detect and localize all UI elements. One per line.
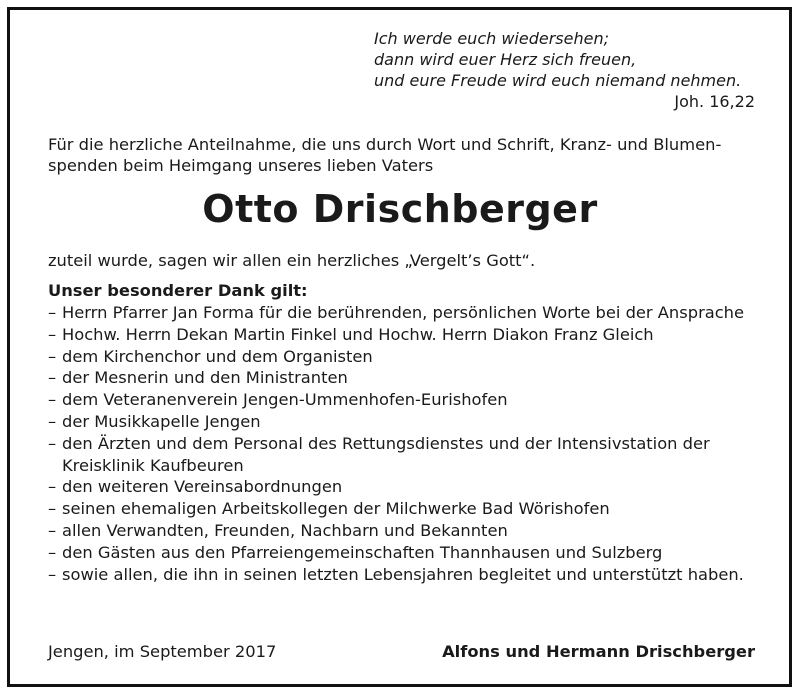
dash-bullet: – — [48, 346, 57, 366]
list-item — [48, 520, 760, 542]
list-item-text: dem Veteranenverein Jengen-Ummenhofen-Eurishofen — [62, 390, 508, 410]
list-item — [48, 498, 760, 520]
list-item-text: der Musikkapelle Jengen — [62, 411, 261, 431]
verse-line: und eure Freude wird euch niemand nehmen. — [374, 71, 742, 90]
dash-bullet: – — [48, 542, 57, 562]
list-item — [48, 476, 760, 498]
dash-bullet: – — [48, 411, 57, 431]
intro-line: spenden beim Heimgang unseres lieben Vaters — [48, 156, 434, 175]
verse-line: Ich werde euch wiedersehen; — [374, 29, 609, 48]
list-item — [48, 411, 760, 433]
dash-bullet: – — [48, 499, 57, 519]
verse-reference: Joh. 16,22 — [674, 92, 755, 111]
list-item-text: Herrn Pfarrer Jan Forma für die berührenden, persönlichen Worte bei der Ansprache — [62, 303, 745, 322]
dash-bullet: – — [48, 477, 57, 497]
list-item — [48, 564, 760, 586]
verse-line: dann wird euer Herz sich freuen, — [374, 50, 637, 69]
intro-line: Für die herzliche Anteilnahme, die uns durch Wort und Schrift, Kranz- und Blumen- — [48, 135, 722, 154]
special-thanks-title: Unser besonderer Dank gilt: — [48, 281, 308, 300]
list-item-text: Hochw. Herrn Dekan Martin Finkel und Hochw. Herrn Diakon Franz Gleich — [62, 324, 654, 344]
list-item-text: der Mesnerin und den Ministranten — [62, 368, 348, 388]
list-item-text: dem Kirchenchor und dem Organisten — [62, 346, 373, 366]
dash-bullet: – — [48, 368, 57, 388]
dash-bullet: – — [48, 390, 57, 410]
list-item-text: den weiteren Vereinsabordnungen — [62, 477, 343, 497]
dash-bullet: – — [48, 520, 57, 540]
signatories: Alfons und Hermann Drischberger — [442, 642, 755, 661]
place-date: Jengen, im September 2017 — [48, 642, 277, 661]
list-item-text: sowie allen, die ihn in seinen letzten Lebensjahren begleitet und unterstützt haben. — [62, 564, 744, 584]
list-item-text: seinen ehemaligen Arbeitskollegen der Milchwerke Bad Wörishofen — [62, 499, 610, 519]
list-item — [48, 324, 760, 346]
thanks-line: zuteil wurde, sagen wir allen ein herzliches „Vergelt’s Gott“. — [48, 251, 536, 270]
list-item — [48, 542, 760, 564]
dash-bullet: – — [48, 324, 57, 344]
deceased-name: Otto Drischberger — [202, 187, 598, 231]
list-item — [48, 367, 760, 389]
list-item-text: den Ärzten und dem Personal des Rettungsdienstes und der Intensivstation der Kreisklinik Kaufbeuren — [62, 433, 710, 475]
special-thanks-list — [48, 302, 760, 585]
dash-bullet: – — [48, 433, 57, 453]
list-item — [48, 433, 760, 477]
dash-bullet: – — [48, 303, 57, 322]
list-item-text: den Gästen aus den Pfarreiengemeinschaften Thannhausen und Sulzberg — [62, 542, 663, 562]
bible-verse — [374, 28, 754, 91]
list-item — [48, 389, 760, 411]
list-item — [48, 346, 760, 368]
dash-bullet: – — [48, 564, 57, 584]
intro-text — [48, 134, 758, 176]
list-item-text: allen Verwandten, Freunden, Nachbarn und Bekannten — [62, 520, 508, 540]
list-item — [48, 302, 760, 324]
